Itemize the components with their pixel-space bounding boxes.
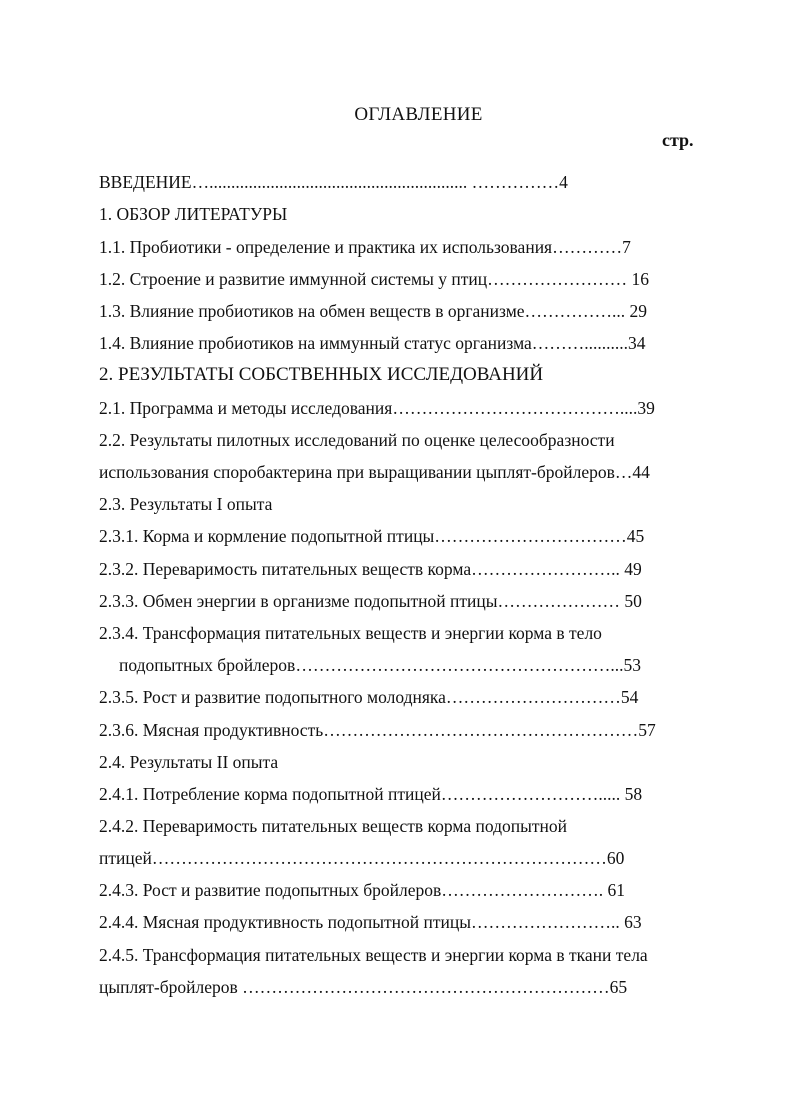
toc-entry: 2. РЕЗУЛЬТАТЫ СОБСТВЕННЫХ ИССЛЕДОВАНИЙ — [99, 364, 544, 385]
toc-entry: 1.3. Влияние пробиотиков на обмен веществ в организме……………... 29 — [99, 301, 648, 321]
toc-entry: подопытных бройлеров………………………………………………...53 — [119, 655, 641, 675]
toc-entry: ВВЕДЕНИЕ…........................................................... ……………4 — [99, 172, 568, 192]
toc-entry: 2.4.3. Рост и развитие подопытных бройлеров………………………. 61 — [99, 880, 626, 900]
toc-entry: 2.3.2. Переваримость питательных веществ корма…………………….. 49 — [99, 559, 642, 579]
toc-entry: птицей……………………………………………………………………60 — [99, 848, 625, 868]
toc-entry: использования споробактерина при выращивании цыплят-бройлеров…44 — [99, 462, 650, 482]
toc-entry: 1.4. Влияние пробиотиков на иммунный статус организма………..........34 — [99, 333, 646, 353]
toc-entry: 2.3.5. Рост и развитие подопытного молодняка…………………………54 — [99, 687, 639, 707]
pages-column-label: стр. — [662, 130, 694, 150]
toc-entry: 2.3.6. Мясная продуктивность………………………………………………57 — [99, 720, 656, 740]
toc-entry: 2.4.1. Потребление корма подопытной птицей………………………..... 58 — [99, 784, 643, 804]
toc-entry: 1.2. Строение и развитие иммунной системы у птиц…………………… 16 — [99, 269, 649, 289]
toc-entry: 2.4.5. Трансформация питательных веществ и энергии корма в ткани тела — [99, 945, 648, 965]
toc-entry: 2.3.3. Обмен энергии в организме подопытной птицы………………… 50 — [99, 591, 642, 611]
toc-entry: 1.1. Пробиотики - определение и практика их использования…………7 — [99, 237, 631, 257]
toc-entry: 2.2. Результаты пилотных исследований по оценке целесообразности — [99, 430, 615, 450]
toc-entry: 2.4. Результаты II опыта — [99, 752, 279, 772]
toc-entry: цыплят-бройлеров ………………………………………………………65 — [99, 977, 628, 997]
toc-entry: 2.4.4. Мясная продуктивность подопытной птицы…………………….. 63 — [99, 912, 642, 932]
toc-entry: 2.3.1. Корма и кормление подопытной птицы……………………………45 — [99, 526, 645, 546]
toc-entry: 1. ОБЗОР ЛИТЕРАТУРЫ — [99, 204, 288, 224]
toc-entry: 2.4.2. Переваримость питательных веществ корма подопытной — [99, 816, 568, 836]
toc-entry: 2.3.4. Трансформация питательных веществ и энергии корма в тело — [99, 623, 602, 643]
toc-entry: 2.3. Результаты I опыта — [99, 494, 273, 514]
page-title: ОГЛАВЛЕНИЕ — [354, 104, 483, 125]
toc-entry: 2.1. Программа и методы исследования…………………………………....39 — [99, 398, 655, 418]
